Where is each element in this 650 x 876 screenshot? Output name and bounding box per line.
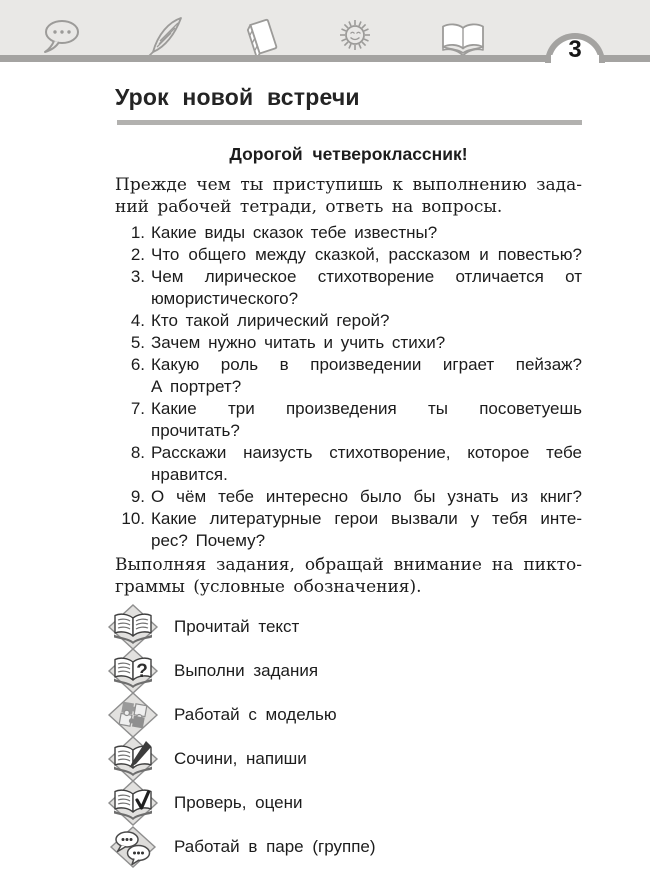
question-line: Что общего между сказкой, рассказом и повестью? xyxy=(151,245,582,264)
question-line: нравится. xyxy=(151,465,228,484)
question-number: 1. xyxy=(130,223,145,242)
question-line: О чём тебе интересно было бы узнать из книг? xyxy=(151,487,582,506)
question-line: Зачем нужно читать и учить стихи? xyxy=(151,333,446,352)
greeting-heading: Дорогой четвероклассник! xyxy=(229,144,468,164)
question-line: юмористического? xyxy=(151,289,299,308)
question-item xyxy=(115,310,582,332)
pictogram-row xyxy=(107,649,582,693)
feather-icon xyxy=(145,14,187,61)
question-line: Какие три произведения ты посоветуешь прочитать? xyxy=(151,399,582,440)
do-tasks-icon xyxy=(107,647,159,695)
pictogram-row xyxy=(107,737,582,781)
pair-group-icon xyxy=(107,823,159,871)
svg-text:?: ? xyxy=(136,661,148,682)
question-item xyxy=(115,332,582,354)
page-title: Урок новой встречи xyxy=(115,84,360,110)
page-content xyxy=(115,84,582,869)
question-line: Какую роль в произведении играет пейзаж? xyxy=(151,355,582,374)
question-item xyxy=(115,222,582,244)
pictogram-row xyxy=(107,825,582,869)
page-number: 3 xyxy=(568,36,582,63)
question-number: 3. xyxy=(130,267,145,286)
pictogram-note-line: граммы (условные обозначения). xyxy=(115,577,422,597)
pictogram-label: Проверь, оцени xyxy=(174,793,303,812)
question-line: Расскажи наизусть стихотворение, которое тебе xyxy=(151,443,582,462)
pictogram-row xyxy=(107,605,582,649)
pictogram-label: Выполни задания xyxy=(174,661,319,680)
check-assess-icon xyxy=(107,779,159,827)
pictogram-legend xyxy=(107,605,582,869)
question-number: 4. xyxy=(130,311,145,330)
compose-write-icon xyxy=(107,735,159,783)
question-number: 9. xyxy=(130,487,145,506)
work-model-icon xyxy=(107,691,159,739)
question-list xyxy=(115,222,582,552)
question-item xyxy=(115,244,582,266)
pictogram-row xyxy=(107,693,582,737)
question-line: Какие литературные герои вызвали у тебя инте- xyxy=(151,509,582,528)
pictogram-label: Работай в паре (группе) xyxy=(174,837,376,856)
question-number: 2. xyxy=(130,245,145,264)
title-underline xyxy=(117,120,582,125)
question-number: 6. xyxy=(130,355,145,374)
pictogram-note xyxy=(115,554,582,598)
question-item xyxy=(115,442,582,486)
question-item xyxy=(115,398,582,442)
question-line: рес? Почему? xyxy=(151,531,266,550)
question-number: 7. xyxy=(130,399,145,418)
intro-line: ний рабочей тетради, ответь на вопросы. xyxy=(115,197,503,217)
read-text-icon xyxy=(107,603,159,651)
pictogram-note-line: Выполняя задания, обращай внимание на пикто- xyxy=(115,555,582,575)
pictogram-label: Сочини, напиши xyxy=(174,749,307,768)
intro-paragraph xyxy=(115,174,582,218)
question-item xyxy=(115,266,582,310)
question-line: Кто такой лирический герой? xyxy=(151,311,390,330)
question-line: Какие виды сказок тебе известны? xyxy=(151,223,438,242)
question-item xyxy=(115,354,582,398)
intro-line: Прежде чем ты приступишь к выполнению зада- xyxy=(115,175,582,195)
question-number: 10. xyxy=(121,509,145,528)
pictogram-label: Прочитай текст xyxy=(174,617,300,636)
question-number: 8. xyxy=(130,443,145,462)
question-item xyxy=(115,486,582,508)
question-line: Чем лирическое стихотворение отличается от xyxy=(151,267,582,286)
pictogram-row xyxy=(107,781,582,825)
pictogram-label: Работай с моделью xyxy=(174,705,337,724)
question-number: 5. xyxy=(130,333,145,352)
question-item xyxy=(115,508,582,552)
question-line: А портрет? xyxy=(151,377,242,396)
